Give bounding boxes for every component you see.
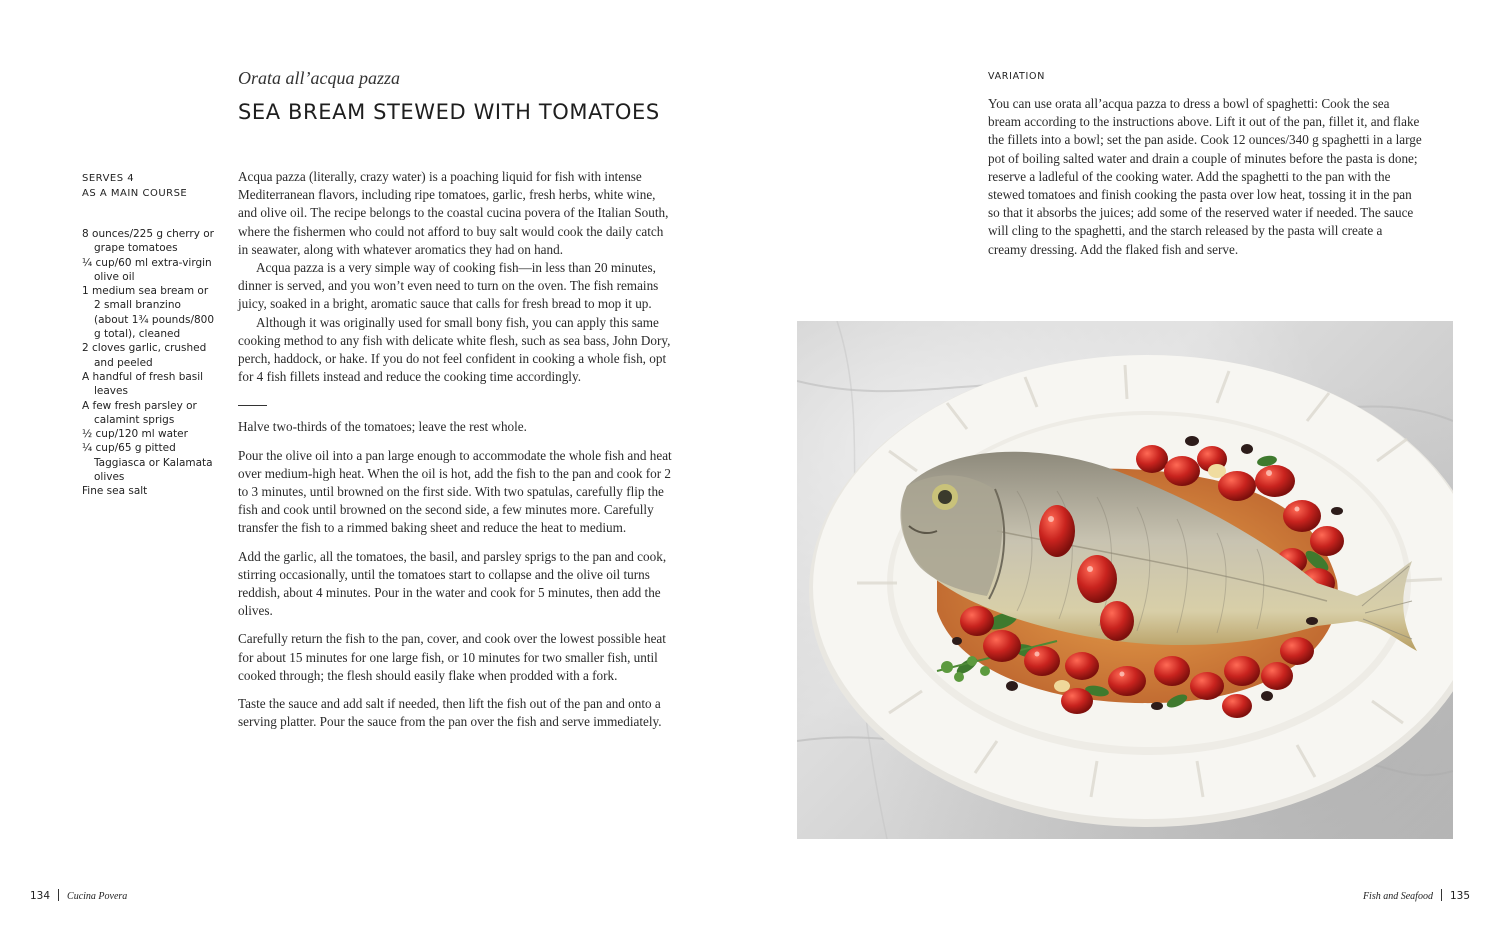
intro-paragraph: Although it was originally used for small bony fish, you can apply this same cooking method to any fish with delicate white flesh, such as sea bass, John Dory, perch, haddock, or hake. If you do not feel confident in cooking a whole fish, opt for 4 fish fillets instead and reduce the cooking time accordingly.	[238, 314, 671, 385]
folio-right	[1363, 889, 1470, 902]
intro-paragraph: Acqua pazza (literally, crazy water) is a poaching liquid for fish with intense Mediterranean flavors, including ripe tomatoes, garlic, fresh herbs, white wine, and olive oil. The recipe belongs to the coastal cucina povera of the Italian South, where the fishermen who could not afford to buy salt would cook the daily catch in seawater, along with whatever aromatics they had on hand.	[238, 169, 669, 257]
method-step: Carefully return the fish to the pan, cover, and cook over the lowest possible heat for about 15 minutes for one large fish, or 10 minutes for two smaller fish, until cooked through; the flesh should easily flake when prodded with a fork.	[238, 631, 666, 683]
ingredient-item: 8 ounces/225 g cherry or grape tomatoes	[82, 228, 215, 255]
variation-text: You can use orata all’acqua pazza to dress a bowl of spaghetti: Cook the sea bream according to the instructions above. Lift it out of the pan, fillet it, and flake the fillets into a bowl; set the pan aside. Cook 12 ounces/340 g spaghetti in a large pot of boiling salted water and drain a couple of minutes before the pasta is done; reserve a ladleful of the cooking water. Add the spaghetti to the pan with the stewed tomatoes and finish cooking the pasta over low heat, tossing it in the pan so that it absorbs the juices; add some of the reserved water if needed. The sauce will cling to the spaghetti, and the starch released by the pasta will create a creamy dressing. Add the flaked fish and serve.	[988, 96, 1422, 257]
folio-left	[30, 889, 127, 902]
serves-info	[82, 172, 187, 201]
serves-line: SERVES 4	[82, 173, 135, 184]
sea-bream-photo-illustration	[797, 321, 1453, 839]
recipe-intro	[238, 168, 676, 386]
ingredient-list	[82, 227, 217, 499]
folio-separator	[58, 889, 59, 901]
ingredient-item: A few fresh parsley or calamint sprigs	[82, 399, 197, 426]
ingredient-item: Fine sea salt	[82, 485, 148, 498]
method-step: Halve two-thirds of the tomatoes; leave the rest whole.	[238, 419, 527, 435]
ingredient-item: ½ cup/120 ml water	[82, 428, 188, 441]
folio-separator	[1441, 889, 1442, 901]
section-divider	[238, 405, 267, 406]
ingredient-item: ¼ cup/60 ml extra-virgin olive oil	[82, 256, 212, 283]
method-step: Pour the olive oil into a pan large enough to accommodate the whole fish and heat over medium-high heat. When the oil is hot, add the fish to the pan and cook for 2 to 3 minutes, until browned on the first side. With two spatulas, carefully flip the fish and cook until browned on the second side, a few minutes more. Carefully transfer the fish to a rimmed baking sheet and reduce the heat to medium.	[238, 447, 672, 536]
page-number: 135	[1449, 890, 1470, 902]
recipe-body	[238, 168, 676, 731]
ingredient-item: A handful of fresh basil leaves	[82, 370, 204, 398]
right-page	[750, 0, 1500, 938]
dish-photo	[797, 321, 1453, 839]
intro-paragraph: Acqua pazza is a very simple way of cooking fish—in less than 20 minutes, dinner is served, and you won’t even need to turn on the oven. The fish remains juicy, soaked in a bright, aromatic sauce that calls for fresh bread to mop it up.	[238, 260, 659, 312]
method-step: Add the garlic, all the tomatoes, the basil, and parsley sprigs to the pan and cook, stirring occasionally, until the tomatoes start to collapse and the olive oil turns reddish, about 4 minutes. Pour in the water and cook for 5 minutes, then add the olives.	[238, 548, 667, 619]
page-number: 134	[30, 890, 51, 902]
running-head: Fish and Seafood	[1362, 891, 1433, 902]
recipe-italian-name: Orata all’acqua pazza	[238, 68, 400, 88]
ingredient-item: 2 cloves garlic, crushed and peeled	[82, 342, 207, 369]
serves-line: AS A MAIN COURSE	[82, 187, 188, 199]
ingredient-item: 1 medium sea bream or 2 small branzino (about 1¾ pounds/800 g total), cleaned	[82, 285, 215, 341]
ingredient-item: ¼ cup/65 g pitted Taggiasca or Kalamata olives	[82, 442, 213, 484]
recipe-title: SEA BREAM STEWED WITH TOMATOES	[238, 100, 660, 124]
method-step: Taste the sauce and add salt if needed, then lift the fish out of the pan and onto a serving platter. Pour the sauce from the pan over the fish and serve immediately.	[238, 696, 662, 730]
running-head: Cucina Povera	[67, 891, 128, 902]
variation-label: VARIATION	[988, 71, 1046, 82]
